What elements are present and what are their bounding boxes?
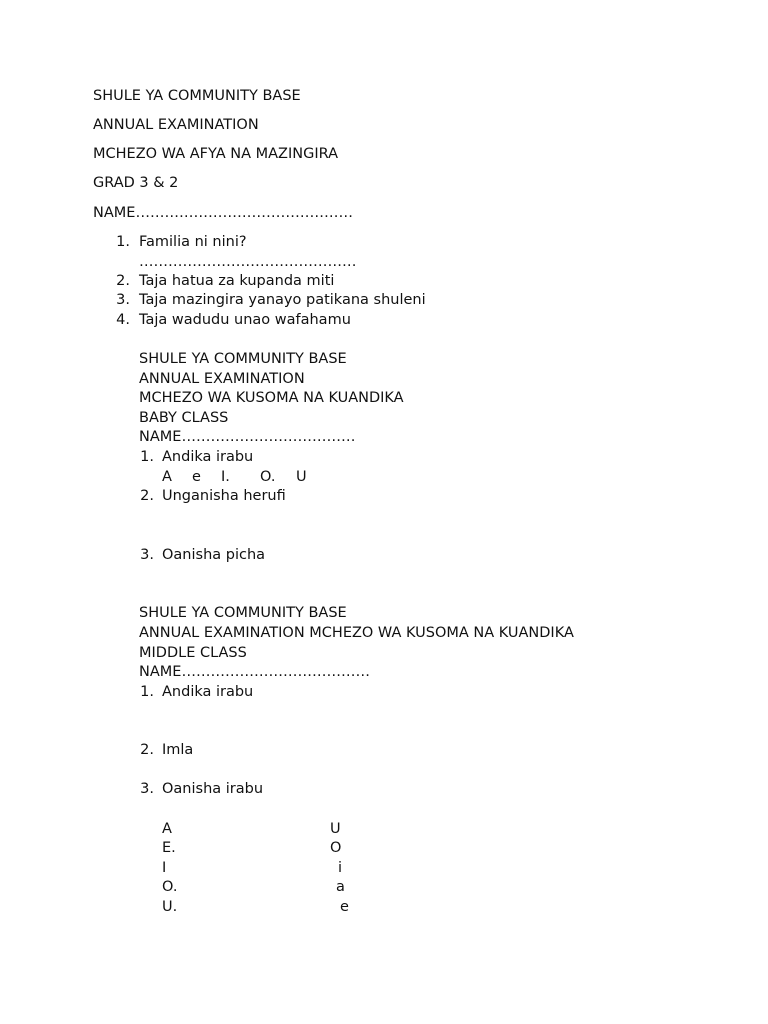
question-number: 3. [140, 547, 154, 563]
vowel: U [296, 469, 307, 485]
question-number: 2. [140, 742, 154, 758]
question-number: 3. [116, 292, 130, 308]
match-right-item: U [330, 821, 341, 837]
question-text: Taja mazingira yanayo patikana shuleni [139, 292, 426, 308]
question-text: Oanisha picha [162, 547, 266, 563]
match-right-item: e [340, 899, 349, 915]
match-right-item: O [330, 840, 342, 856]
question-text: Taja wadudu unao wafahamu [139, 312, 351, 328]
vowel: O. [260, 469, 276, 485]
match-left-item: I [162, 860, 167, 876]
school-title: SHULE YA COMMUNITY BASE [139, 605, 347, 621]
question-number: 2. [116, 273, 130, 289]
question-number: 1. [140, 684, 154, 700]
question-text: Unganisha herufi [162, 488, 286, 504]
question-text: Taja hatua za kupanda miti [139, 273, 335, 289]
match-left-item: A [162, 821, 172, 837]
question-number: 3. [140, 781, 154, 797]
vowel: e [192, 469, 201, 485]
vowel: I. [221, 469, 230, 485]
match-left-item: E. [162, 840, 176, 856]
question-text: Oanisha irabu [162, 781, 264, 797]
match-right-item: a [336, 879, 345, 895]
question-text: Imla [162, 742, 194, 758]
question-number: 1. [140, 449, 154, 465]
subject-title: MCHEZO WA AFYA NA MAZINGIRA [93, 146, 339, 162]
match-left-item: U. [162, 899, 178, 915]
match-right-item: i [338, 860, 343, 876]
exam-title: ANNUAL EXAMINATION [93, 117, 259, 133]
match-left-item: O. [162, 879, 178, 895]
subject-title: MCHEZO WA KUSOMA NA KUANDIKA [139, 390, 404, 406]
exam-subject-title: ANNUAL EXAMINATION MCHEZO WA KUSOMA NA KUANDIKA [139, 625, 574, 641]
exam-title: ANNUAL EXAMINATION [139, 371, 305, 387]
class-label: BABY CLASS [139, 410, 229, 426]
name-line: NAME……………………………………… [93, 205, 353, 221]
question-number: 2. [140, 488, 154, 504]
question-text: Andika irabu [162, 449, 254, 465]
question-text: Andika irabu [162, 684, 254, 700]
question-text: Familia ni nini? [139, 234, 247, 250]
grade-label: GRAD 3 & 2 [93, 175, 179, 191]
school-title: SHULE YA COMMUNITY BASE [93, 88, 301, 104]
school-title: SHULE YA COMMUNITY BASE [139, 351, 347, 367]
name-line: NAME………………………………… [139, 664, 370, 680]
vowel: A [162, 469, 172, 485]
class-label: MIDDLE CLASS [139, 645, 247, 661]
question-number: 1. [116, 234, 130, 250]
question-number: 4. [116, 312, 130, 328]
answer-line: ……………………………………… [139, 254, 357, 270]
name-line: NAME……………………………… [139, 429, 356, 445]
